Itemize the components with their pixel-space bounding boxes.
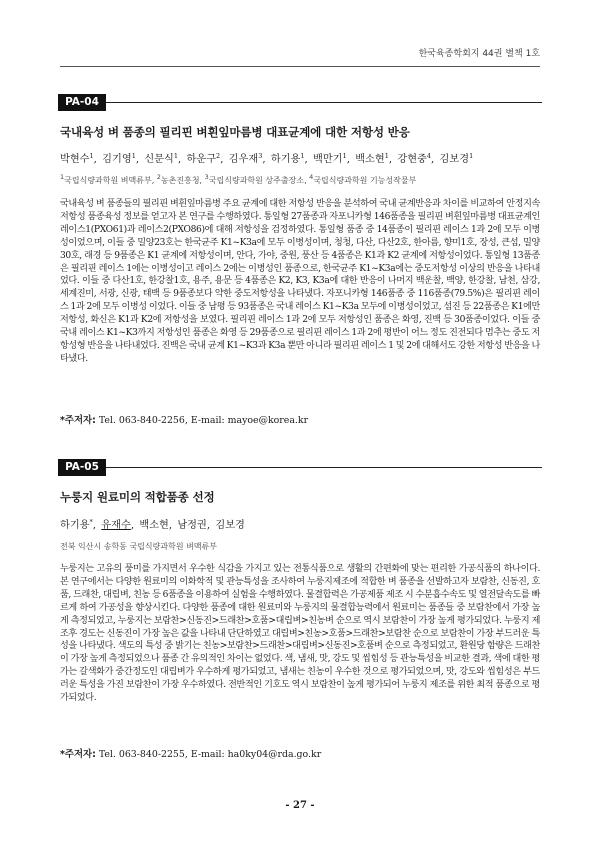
- author-affiliation-mark: 1: [384, 152, 389, 160]
- tel-label: Tel.: [98, 415, 116, 426]
- author-name: 김보경: [439, 154, 470, 165]
- corresponding-author: [60, 412, 540, 426]
- contact-label: *주저자:: [60, 749, 96, 760]
- author-name: 박현수: [60, 154, 90, 165]
- affiliation-text: 국립식량과학원 기능성작물부: [313, 176, 417, 185]
- author-list: 하기용*, 유재수, 백소현, 남정권, 김보경: [60, 518, 245, 531]
- affiliation-mark: 2: [156, 173, 161, 181]
- author-name: 남정권: [177, 520, 207, 531]
- affiliation: 전북 익산시 송학동 국립식량과학원 벼맥류부: [60, 542, 218, 551]
- article-abstract: 국내육성 벼 품종들의 필리핀 벼흰잎마름병 주요 균계에 대한 저항성 반응을 분석하여 국내 균계반응과 차이를 비교하여 안정지속 저항성 품종육성 정보를 얻고자 본 연구를 수행하였다. 통일형 27품종과 자포니카형 146품종을 필리핀 벼흰잎마름병 대표균계인 레이스1(PXO61)과 레이스2(PXO86)에 대해 저항성을 검정하였다. 통일형 품종 중 14품종이 필리핀 레이스 1과 2에 모두 이병성이었으며, 이들 중 밀양23호는 한국균주 K1~K3a에 모두 이병성이며, 청청, 다산, 다산2호, 한아름, 향미1호, 장성, 큰섬, 밀양30호, 래경 등 9품종은 K1 균계에 저항성이며, 안다, 가야, 중원, 풍산 등 4품종은 K1과 K2 균계에 저항성이었다. 통일형 13품종은 필리핀 레이스 1에는 이병성이고 레이스 2에는 이병성인 품종으로, 한국균주 K1~K3a에는 중도저항성 이상의 반응을 나타내었다. 이들 중 다산1호, 한강찰1호, 용주, 용문 등 4품종은 K2, K3, K3a에 대한 반응이 나머지 백운찰, 백양, 한강찰, 남천, 삼강, 세계진미, 서광, 신광, 태백 등 9품종보다 약한 중도저항성을 나타냈다. 자포니카형 146품종 중 116품종(79.5%)은 필리핀 레이스 1과 2에 모두 이병성 이었다. 이들 중 남평 등 93품종은 국내 레이스 K1~K3a 모두에 이병성이었고, 섬진 등 22품종은 K1에만 저항성, 화신은 K1과 K2에 저항성을 보였다. 필리핀 레이스 1과 2에 모두 저항성인 품종은 화영, 진백 등 30품종이었다. 이들 중 국내 레이스 K1~K3까지 저항성인 품종은 화영 등 29품종으로 필리핀 레이스 1과 2에 평반이 어느 정도 진전되다 멈추는 중도 저항성형 반응을 나타내었다. 진백은 국내 균계 K1~K3과 K3a 뿐만 아니라 필리핀 레이스 1 및 2에 대해서도 강한 저항성 반응을 나타냈다.: [60, 199, 540, 364]
- author-affiliation-mark: 3: [258, 152, 263, 160]
- author-name: 하기용: [270, 154, 301, 165]
- author-affiliation-mark: 2: [216, 152, 221, 160]
- article-title: 국내육성 벼 품종의 필리핀 벼흰잎마름병 대표균계에 대한 저항성 반응: [60, 125, 410, 139]
- author-name: 김보경: [215, 520, 245, 531]
- affiliation-text: 농촌진흥청,: [160, 176, 205, 185]
- article-code-badge: PA-04: [58, 94, 106, 111]
- author-name: 하기용: [60, 520, 90, 531]
- author-affiliation-mark: 1: [469, 152, 474, 160]
- affiliation-mark: 1: [60, 173, 65, 181]
- page-number: - 27 -: [285, 800, 315, 811]
- email-link[interactable]: ha0ky04@rda.go.kr: [227, 749, 322, 760]
- badge-rule: [106, 102, 542, 103]
- affiliation-mark: 3: [204, 173, 209, 181]
- author-name: 하운구: [186, 154, 217, 165]
- article-title: 누룽지 원료미의 적합품종 선정: [60, 490, 215, 504]
- article-code-badge: PA-05: [58, 459, 106, 476]
- author-affiliation-mark: 1: [300, 152, 305, 160]
- contact-label: *주저자:: [60, 415, 96, 426]
- author-affiliation-mark: 4: [426, 152, 432, 160]
- author-affiliation-mark: 1: [131, 152, 136, 160]
- author-name: 백만기: [313, 154, 343, 165]
- corresponding-author: [60, 746, 540, 760]
- tel-value: 063-840-2255,: [118, 749, 188, 760]
- affiliations: [60, 175, 540, 186]
- email-link[interactable]: mayoe@korea.kr: [227, 415, 309, 426]
- author-affiliation-mark: 1: [89, 152, 94, 160]
- author-name: 김우재: [228, 154, 259, 165]
- author-name: 신문식: [144, 154, 174, 165]
- article-abstract: 누룽지는 고유의 풍미를 가지면서 우수한 식감을 가지고 있는 전통식품으로 생활의 간편화에 맞는 편리한 가공식품의 하나이다. 본 연구에서는 다양한 원료미의 이화학적 및 관능특성을 조사하여 누룽지제조에 적합한 벼 품종을 선발하고자 보람찬, 신동진, 호품, 드래찬, 대립벼, 친농 등 6품종을 이용하여 실험을 수행하였다. 물결합력은 가공제품 제조 시 수분흡수속도 및 열전달속도를 빠르게 하여 가공성을 향상시킨다. 다양한 품종에 대한 원료미와 누룽지의 물결합능력에서 원료미는 품종들 중 보람찬에서 가장 높게 측정되었고, 누룽지는 보람찬>신동진>드래찬>호품>대립벼>친농벼 순으로 역시 보람찬이 가장 높게 평가되었다. 누룽지 제조후 경도는 신동진이 가장 높은 값을 나타내 단단하였고 대립벼>친농>호품>드래찬>보람찬 순으로 보람찬이 가장 부드러운 특성을 나타냈다. 색도의 특성 중 밝기는 친농>보람찬>드래찬>대립벼>신동진>호품벼 순으로 측정되었고, 환원당 함량은 드래찬이 가장 높게 측정되었으나 품종 간 유의적인 차이는 없었다. 색, 냄새, 맛, 강도 및 씹힘성 등 관능특성을 비교한 결과, 색에 대한 평가는 갈색화가 중간정도인 대립벼가 우수하게 평가되었고, 냄새는 친농이 우수한 것으로 평가되었으며, 맛, 강도와 씹힘성은 부드러운 특성을 가진 보람찬이 가장 우수하였다. 전반적인 기호도 역시 보람찬이 높게 평가되어 누룽지 제조를 위한 최적 품종으로 평가되었다.: [60, 564, 540, 704]
- author-name: 백소현: [355, 154, 385, 165]
- author-affiliation-mark: 1: [173, 152, 179, 160]
- author-name: 김기영: [102, 154, 132, 165]
- author-name: 백소현: [139, 520, 169, 531]
- affiliation-text: 국립식량과학원 상주출장소,: [208, 176, 310, 185]
- running-header: 한국육종학회지 44권 별책 1호: [418, 49, 540, 59]
- header-rule: [60, 66, 540, 67]
- affiliation-text: 국립식량과학원 벼맥류부,: [64, 176, 157, 185]
- email-label: E-mail:: [190, 415, 225, 426]
- tel-label: Tel.: [98, 749, 116, 760]
- tel-value: 063-840-2256,: [118, 415, 188, 426]
- author-name: 강현중: [397, 154, 427, 165]
- email-label: E-mail:: [190, 749, 225, 760]
- author-affiliation-mark: 1: [342, 152, 347, 160]
- author-name: 유재수: [101, 520, 131, 531]
- affiliation-mark: 4: [309, 173, 314, 181]
- author-list: 박현수$^1$, 김기영$^1$, 신문식$^1$, 하운구$^2$, 김우재$^3$, 하기용$^1$, 백만기$^1$, 백소현$^1$, 강현중$^4$, 김보경$^1$: [60, 152, 474, 165]
- badge-rule: [106, 467, 542, 468]
- author-affiliation-mark: *: [89, 518, 93, 526]
